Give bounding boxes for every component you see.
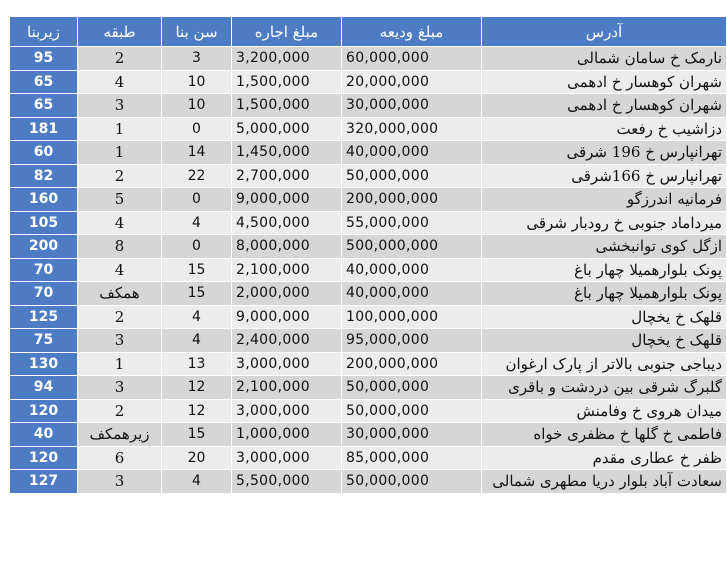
table-row [10,446,727,470]
cell-floor: 4 [78,70,162,94]
cell-area: 70 [10,258,78,282]
cell-building-age: 10 [162,94,232,118]
cell-building-age: 14 [162,141,232,165]
cell-address: قلهک خ یخچال [482,329,727,353]
table-row [10,235,727,259]
cell-address: سعادت آباد بلوار دریا مطهری شمالی [482,470,727,494]
cell-building-age: 15 [162,282,232,306]
cell-address: دزاشیب خ رفعت [482,117,727,141]
table-row [10,117,727,141]
cell-floor: 3 [78,329,162,353]
cell-rent: 2,000,000 [232,282,342,306]
cell-address: ظفر خ عطاری مقدم [482,446,727,470]
cell-floor: 3 [78,376,162,400]
cell-floor: 1 [78,141,162,165]
cell-rent: 3,000,000 [232,352,342,376]
cell-address: فاطمی خ گلها خ مظفری خواه [482,423,727,447]
cell-rent: 2,700,000 [232,164,342,188]
table-row [10,376,727,400]
header-row [10,17,727,47]
table-row [10,399,727,423]
cell-area: 94 [10,376,78,400]
table-row [10,470,727,494]
cell-area: 127 [10,470,78,494]
cell-deposit: 40,000,000 [342,258,482,282]
cell-area: 160 [10,188,78,212]
cell-area: 130 [10,352,78,376]
cell-floor: 4 [78,211,162,235]
cell-rent: 3,200,000 [232,47,342,71]
cell-floor: 2 [78,164,162,188]
table-row [10,282,727,306]
cell-building-age: 12 [162,399,232,423]
table-row [10,258,727,282]
cell-building-age: 4 [162,329,232,353]
table-row [10,164,727,188]
header-address: آدرس [482,17,727,47]
cell-deposit: 30,000,000 [342,423,482,447]
cell-building-age: 22 [162,164,232,188]
cell-deposit: 50,000,000 [342,376,482,400]
cell-deposit: 55,000,000 [342,211,482,235]
table-row [10,329,727,353]
cell-rent: 1,500,000 [232,94,342,118]
header-area: زیربنا [10,17,78,47]
cell-building-age: 0 [162,188,232,212]
cell-rent: 5,500,000 [232,470,342,494]
cell-address: پونک بلوارهمیلا چهار باغ [482,282,727,306]
cell-address: نارمک خ سامان شمالی [482,47,727,71]
table-row [10,47,727,71]
cell-rent: 3,000,000 [232,446,342,470]
cell-floor: 2 [78,305,162,329]
cell-area: 120 [10,446,78,470]
cell-rent: 9,000,000 [232,305,342,329]
cell-floor: 2 [78,47,162,71]
cell-address: دیباجی جنوبی بالاتر از پارک ارغوان [482,352,727,376]
cell-area: 82 [10,164,78,188]
cell-building-age: 4 [162,211,232,235]
table-row [10,94,727,118]
cell-deposit: 100,000,000 [342,305,482,329]
cell-rent: 2,100,000 [232,376,342,400]
cell-rent: 4,500,000 [232,211,342,235]
cell-floor: 1 [78,117,162,141]
cell-building-age: 10 [162,70,232,94]
cell-area: 70 [10,282,78,306]
cell-address: شهران کوهسار خ ادهمی [482,70,727,94]
cell-rent: 9,000,000 [232,188,342,212]
cell-address: ازگل کوی توانبخشی [482,235,727,259]
cell-address: قلهک خ یخچال [482,305,727,329]
cell-rent: 1,500,000 [232,70,342,94]
cell-building-age: 13 [162,352,232,376]
cell-building-age: 0 [162,235,232,259]
table-row [10,211,727,235]
table-row [10,305,727,329]
table-row [10,141,727,165]
cell-deposit: 200,000,000 [342,188,482,212]
cell-floor: همکف [78,282,162,306]
cell-address: تهرانپارس خ 196 شرقی [482,141,727,165]
table-row [10,423,727,447]
cell-address: فرمانیه اندرزگو [482,188,727,212]
cell-area: 105 [10,211,78,235]
cell-address: شهران کوهسار خ ادهمی [482,94,727,118]
cell-deposit: 500,000,000 [342,235,482,259]
cell-area: 40 [10,423,78,447]
header-building-age: سن بنا [162,17,232,47]
cell-floor: 1 [78,352,162,376]
cell-building-age: 15 [162,423,232,447]
cell-building-age: 0 [162,117,232,141]
cell-rent: 8,000,000 [232,235,342,259]
table-header [10,17,727,47]
cell-area: 65 [10,70,78,94]
cell-address: تهرانپارس خ 166شرقی [482,164,727,188]
cell-deposit: 320,000,000 [342,117,482,141]
cell-area: 120 [10,399,78,423]
table-row [10,188,727,212]
cell-address: گلبرگ شرقی بین دردشت و باقری [482,376,727,400]
cell-building-age: 12 [162,376,232,400]
cell-address: میرداماد جنوبی خ رودبار شرقی [482,211,727,235]
cell-rent: 1,000,000 [232,423,342,447]
table-row [10,70,727,94]
cell-rent: 1,450,000 [232,141,342,165]
cell-building-age: 15 [162,258,232,282]
cell-floor: 3 [78,94,162,118]
cell-area: 95 [10,47,78,71]
cell-floor: 5 [78,188,162,212]
cell-deposit: 50,000,000 [342,399,482,423]
cell-area: 65 [10,94,78,118]
header-floor: طبقه [78,17,162,47]
cell-building-age: 3 [162,47,232,71]
cell-address: پونک بلوارهمیلا چهار باغ [482,258,727,282]
cell-area: 181 [10,117,78,141]
cell-deposit: 40,000,000 [342,141,482,165]
cell-deposit: 60,000,000 [342,47,482,71]
cell-rent: 5,000,000 [232,117,342,141]
rental-listing-table [9,16,727,494]
cell-floor: 8 [78,235,162,259]
cell-deposit: 85,000,000 [342,446,482,470]
cell-building-age: 4 [162,305,232,329]
cell-deposit: 20,000,000 [342,70,482,94]
table-body [10,47,727,494]
cell-area: 125 [10,305,78,329]
cell-floor: 2 [78,399,162,423]
cell-area: 60 [10,141,78,165]
cell-deposit: 95,000,000 [342,329,482,353]
cell-deposit: 50,000,000 [342,164,482,188]
cell-rent: 2,400,000 [232,329,342,353]
header-deposit: مبلغ ودیعه [342,17,482,47]
cell-rent: 3,000,000 [232,399,342,423]
cell-floor: 3 [78,470,162,494]
cell-building-age: 4 [162,470,232,494]
header-rent: مبلغ اجاره [232,17,342,47]
cell-building-age: 20 [162,446,232,470]
cell-rent: 2,100,000 [232,258,342,282]
cell-area: 75 [10,329,78,353]
cell-deposit: 40,000,000 [342,282,482,306]
cell-area: 200 [10,235,78,259]
cell-floor: زیرهمکف [78,423,162,447]
cell-address: میدان هروی خ وفامنش [482,399,727,423]
cell-floor: 4 [78,258,162,282]
table-row [10,352,727,376]
cell-deposit: 30,000,000 [342,94,482,118]
cell-deposit: 200,000,000 [342,352,482,376]
cell-floor: 6 [78,446,162,470]
cell-deposit: 50,000,000 [342,470,482,494]
